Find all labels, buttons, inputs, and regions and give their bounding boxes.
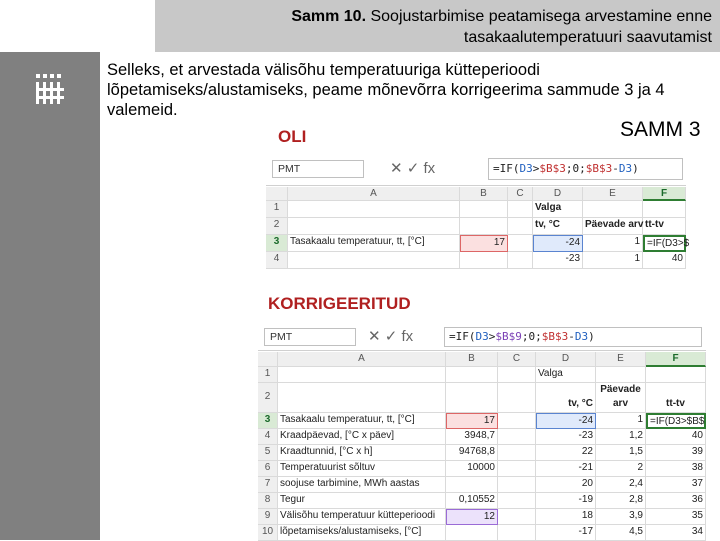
cell-b10[interactable] bbox=[446, 525, 498, 541]
cell-c10[interactable] bbox=[498, 525, 536, 541]
cell-d2[interactable]: tv, °C bbox=[533, 218, 583, 235]
cell-f2[interactable]: tt-tv bbox=[646, 383, 706, 413]
cell-f6[interactable]: 38 bbox=[646, 461, 706, 477]
row-header-3[interactable]: 3 bbox=[258, 413, 278, 429]
cell-a4[interactable]: Kraadpäevad, [°C x päev] bbox=[278, 429, 446, 445]
cell-a9[interactable]: Välisõhu temperatuur kütteperioodi bbox=[278, 509, 446, 525]
university-logo-icon bbox=[36, 74, 66, 110]
cell-a8[interactable]: Tegur bbox=[278, 493, 446, 509]
cell-d1[interactable]: Valga bbox=[536, 367, 596, 383]
cell-d7[interactable]: 20 bbox=[536, 477, 596, 493]
cell-a1[interactable] bbox=[278, 367, 446, 383]
cell-e2[interactable]: Päevade arv bbox=[596, 383, 646, 413]
cell-d8[interactable]: -19 bbox=[536, 493, 596, 509]
cell-e6[interactable]: 2 bbox=[596, 461, 646, 477]
cell-f2[interactable]: tt-tv bbox=[643, 218, 686, 235]
cell-e4[interactable]: 1 bbox=[583, 252, 643, 269]
corner-cell[interactable] bbox=[258, 352, 278, 367]
slide-title-line-2: tasakaalutemperatuuri saavutamist bbox=[463, 29, 712, 46]
column-header-e[interactable]: E bbox=[583, 187, 643, 201]
cell-b9[interactable]: 12 bbox=[446, 509, 498, 525]
cell-e9[interactable]: 3,9 bbox=[596, 509, 646, 525]
formula-input[interactable]: =IF(D3>$B$9;0;$B$3-D3) bbox=[444, 327, 702, 347]
column-header-c[interactable]: C bbox=[508, 187, 533, 201]
cell-b1[interactable] bbox=[460, 201, 508, 218]
cell-a10[interactable]: lõpetamiseks/alustamiseks, [°C] bbox=[278, 525, 446, 541]
cell-d2[interactable]: tv, °C bbox=[536, 383, 596, 413]
cell-f10[interactable]: 34 bbox=[646, 525, 706, 541]
label-fixed: KORRIGEERITUD bbox=[268, 294, 411, 313]
cell-c3[interactable] bbox=[498, 413, 536, 429]
cell-d10[interactable]: -17 bbox=[536, 525, 596, 541]
cell-c1[interactable] bbox=[498, 367, 536, 383]
slide-title-bar bbox=[155, 0, 720, 52]
cell-d3[interactable]: -24 bbox=[533, 235, 583, 252]
cell-b2[interactable] bbox=[460, 218, 508, 235]
row-header-6[interactable]: 6 bbox=[258, 461, 278, 477]
cell-a2[interactable] bbox=[288, 218, 460, 235]
cell-e3[interactable]: 1 bbox=[596, 413, 646, 429]
row-header-8[interactable]: 8 bbox=[258, 493, 278, 509]
cell-f7[interactable]: 37 bbox=[646, 477, 706, 493]
cell-b1[interactable] bbox=[446, 367, 498, 383]
cell-f4[interactable]: 40 bbox=[646, 429, 706, 445]
cell-d4[interactable]: -23 bbox=[533, 252, 583, 269]
cell-d1[interactable]: Valga bbox=[533, 201, 583, 218]
cell-f1[interactable] bbox=[643, 201, 686, 218]
cell-f3-editing[interactable]: =IF(D3>$B$ bbox=[646, 413, 706, 429]
cell-c7[interactable] bbox=[498, 477, 536, 493]
cell-f9[interactable]: 35 bbox=[646, 509, 706, 525]
cell-e1[interactable] bbox=[596, 367, 646, 383]
label-old: OLI bbox=[278, 127, 307, 146]
cell-b6[interactable]: 10000 bbox=[446, 461, 498, 477]
cell-e8[interactable]: 2,8 bbox=[596, 493, 646, 509]
name-box[interactable]: PMT bbox=[272, 160, 364, 178]
cell-a4[interactable] bbox=[288, 252, 460, 269]
cell-e5[interactable]: 1,5 bbox=[596, 445, 646, 461]
formula-icons[interactable]: ✕ ✓ fx bbox=[368, 328, 414, 345]
cell-b3[interactable]: 17 bbox=[460, 235, 508, 252]
cell-e10[interactable]: 4,5 bbox=[596, 525, 646, 541]
corner-cell[interactable] bbox=[266, 187, 288, 201]
cell-d9[interactable]: 18 bbox=[536, 509, 596, 525]
cell-c3[interactable] bbox=[508, 235, 533, 252]
cell-b5[interactable]: 94768,8 bbox=[446, 445, 498, 461]
cell-c5[interactable] bbox=[498, 445, 536, 461]
cell-b3[interactable]: 17 bbox=[446, 413, 498, 429]
column-header-d[interactable]: D bbox=[536, 352, 596, 367]
column-header-e[interactable]: E bbox=[596, 352, 646, 367]
cell-a7[interactable]: soojuse tarbimine, MWh aastas bbox=[278, 477, 446, 493]
cell-e4[interactable]: 1,2 bbox=[596, 429, 646, 445]
row-header-1[interactable]: 1 bbox=[258, 367, 278, 383]
column-header-a[interactable]: A bbox=[278, 352, 446, 367]
cell-b7[interactable] bbox=[446, 477, 498, 493]
cell-c8[interactable] bbox=[498, 493, 536, 509]
cell-e3[interactable]: 1 bbox=[583, 235, 643, 252]
cell-d4[interactable]: -23 bbox=[536, 429, 596, 445]
cell-b2[interactable] bbox=[446, 383, 498, 413]
formula-icons[interactable]: ✕ ✓ fx bbox=[390, 160, 436, 177]
column-header-b[interactable]: B bbox=[460, 187, 508, 201]
column-header-f[interactable]: F bbox=[643, 187, 686, 201]
row-header-1[interactable]: 1 bbox=[266, 201, 288, 218]
cell-c6[interactable] bbox=[498, 461, 536, 477]
cell-c4[interactable] bbox=[498, 429, 536, 445]
cell-f3-editing[interactable]: =IF(D3>$ bbox=[643, 235, 686, 252]
formula-input[interactable]: =IF(D3>$B$3;0;$B$3-D3) bbox=[488, 158, 683, 180]
column-header-a[interactable]: A bbox=[288, 187, 460, 201]
intro-paragraph: Selleks, et arvestada välisõhu temperatuuriga kütteperioodi lõpetamiseks/alustamiseks, peame mõnevõrra korrigeerima sammude 3 ja 4 valemeid. bbox=[107, 61, 665, 119]
column-header-c[interactable]: C bbox=[498, 352, 536, 367]
row-header-2[interactable]: 2 bbox=[266, 218, 288, 235]
cell-a6[interactable]: Temperatuurist sõltuv bbox=[278, 461, 446, 477]
cell-c4[interactable] bbox=[508, 252, 533, 269]
cell-b4[interactable] bbox=[460, 252, 508, 269]
row-header-5[interactable]: 5 bbox=[258, 445, 278, 461]
cell-a5[interactable]: Kraadtunnid, [°C x h] bbox=[278, 445, 446, 461]
row-header-9[interactable]: 9 bbox=[258, 509, 278, 525]
formula-bar bbox=[266, 152, 686, 186]
row-header-4[interactable]: 4 bbox=[266, 252, 288, 269]
cell-c1[interactable] bbox=[508, 201, 533, 218]
column-header-d[interactable]: D bbox=[533, 187, 583, 201]
cell-a1[interactable] bbox=[288, 201, 460, 218]
cell-d6[interactable]: -21 bbox=[536, 461, 596, 477]
row-header-3[interactable]: 3 bbox=[266, 235, 288, 252]
cell-f4[interactable]: 40 bbox=[643, 252, 686, 269]
cell-c2[interactable] bbox=[498, 383, 536, 413]
spreadsheet-old bbox=[266, 152, 690, 264]
row-header-2[interactable]: 2 bbox=[258, 383, 278, 413]
cell-d5[interactable]: 22 bbox=[536, 445, 596, 461]
cell-e1[interactable] bbox=[583, 201, 643, 218]
formula-bar bbox=[258, 324, 706, 351]
column-header-b[interactable]: B bbox=[446, 352, 498, 367]
cell-d3[interactable]: -24 bbox=[536, 413, 596, 429]
cell-c9[interactable] bbox=[498, 509, 536, 525]
slide-title-line-1: Samm 10. Soojustarbimise peatamisega arvestamine enne bbox=[291, 8, 712, 25]
cell-b4[interactable]: 3948,7 bbox=[446, 429, 498, 445]
cell-a3[interactable]: Tasakaalu temperatuur, tt, [°C] bbox=[278, 413, 446, 429]
label-step: SAMM 3 bbox=[620, 118, 701, 141]
cell-a2[interactable] bbox=[278, 383, 446, 413]
spreadsheet-corrected bbox=[258, 324, 706, 540]
name-box[interactable]: PMT bbox=[264, 328, 356, 346]
cell-b8[interactable]: 0,10552 bbox=[446, 493, 498, 509]
column-header-f[interactable]: F bbox=[646, 352, 706, 367]
cell-c2[interactable] bbox=[508, 218, 533, 235]
row-header-7[interactable]: 7 bbox=[258, 477, 278, 493]
side-bar bbox=[0, 52, 100, 540]
cell-a3[interactable]: Tasakaalu temperatuur, tt, [°C] bbox=[288, 235, 460, 252]
cell-e2[interactable]: Päevade arv bbox=[583, 218, 643, 235]
row-header-4[interactable]: 4 bbox=[258, 429, 278, 445]
row-header-10[interactable]: 10 bbox=[258, 525, 278, 541]
cell-f5[interactable]: 39 bbox=[646, 445, 706, 461]
cell-e7[interactable]: 2,4 bbox=[596, 477, 646, 493]
cell-f8[interactable]: 36 bbox=[646, 493, 706, 509]
cell-f1[interactable] bbox=[646, 367, 706, 383]
